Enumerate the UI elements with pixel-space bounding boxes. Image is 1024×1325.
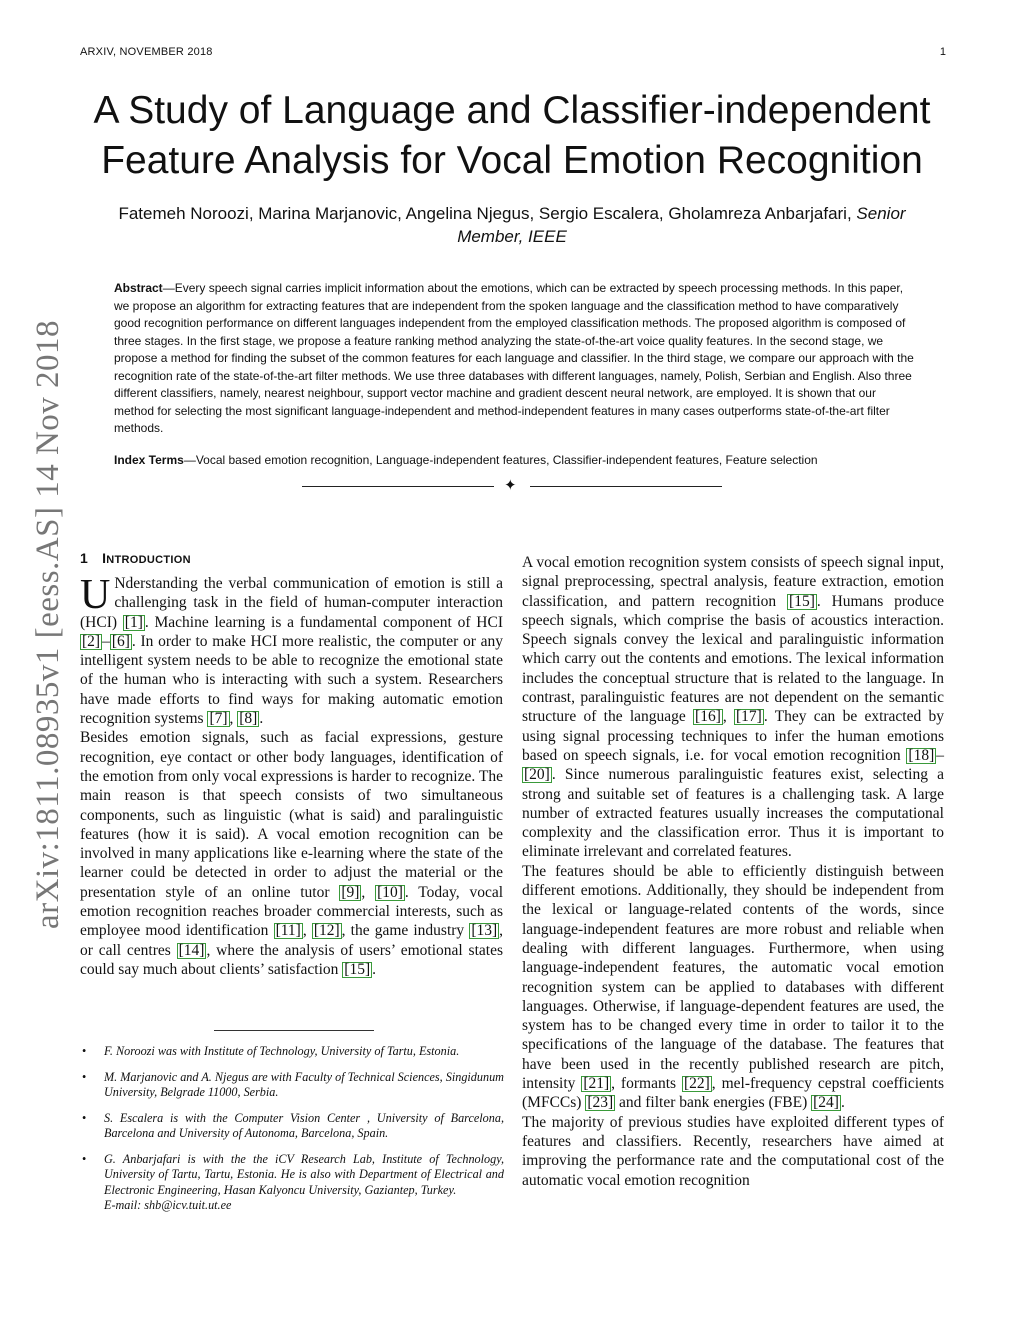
text-span: , the game industry — [341, 922, 470, 940]
footnote-item — [80, 1111, 504, 1142]
citation-link[interactable]: [6] — [111, 632, 130, 650]
page-number: 1 — [939, 46, 946, 58]
text-span: , where the analysis of users’ emotional states could say much about clients’ satisfaction — [80, 941, 503, 978]
index-terms-label: Index Terms — [114, 453, 184, 467]
separator-line-left — [302, 486, 494, 487]
separator-line-right — [530, 486, 722, 487]
text-span: . Humans produce speech signals, which comprise the basis of acoustics interaction. Speech signals convey the lexical and paralinguistic information which carry out the contents and emotions. The lexical information includes the conceptual structure that is related to the language. In contrast, paralinguistic features are not dependent on the semantic structure of the language — [522, 592, 944, 726]
citation-link[interactable]: [15] — [789, 592, 815, 610]
text-span: The features should be able to efficiently distinguish between different emotions. Additionally, they should be independent from the lexical or language-related contents of the words, since language-independent features are more robust and reliable when dealing with different languages. Furthermore, when using language-independent features, the automatic vocal emotion recognition system can be applied to databases with different languages. Otherwise, if language-dependent features are used, the system has to be changed every time in order to tailor it to the specifications of the language of the database. The features that have been used in the recently published research are pitch, intensity — [522, 862, 944, 1093]
intro-paragraph-3 — [522, 553, 944, 862]
bullet-icon: • — [82, 1044, 87, 1058]
abstract — [114, 280, 914, 438]
text-span: – — [936, 746, 944, 764]
section-heading-introduction — [80, 548, 503, 568]
section-separator — [302, 478, 722, 494]
text-span: . — [372, 960, 376, 978]
citation-link[interactable]: [24] — [813, 1094, 839, 1112]
drop-cap: U — [80, 572, 111, 618]
author-names: Fatemeh Noroozi, Marina Marjanovic, Angelina Njegus, Sergio Escalera, Gholamreza Anbarjafari, — [118, 204, 852, 223]
text-span: . — [259, 710, 264, 728]
text-span: . In order to make HCI more realistic, the computer or any intelligent system needs to be able to recognize the emotional state of the human who is interacting with such a system. Researchers have made efforts to find ways for making automatic emotion recognition systems — [80, 632, 503, 728]
paper-title: A Study of Language and Classifier-independent Feature Analysis for Vocal Emotion Recognition — [93, 89, 931, 182]
text-span: , — [361, 883, 376, 901]
footnote-item — [80, 1152, 504, 1214]
citation-link[interactable]: [7] — [209, 710, 228, 728]
footnote-text: M. Marjanovic and A. Njegus are with Faculty of Technical Sciences, Singidunum University, Belgrade 11000, Serbia. — [104, 1069, 504, 1099]
abstract-label: Abstract — [114, 281, 163, 295]
citation-link[interactable]: [21] — [583, 1075, 610, 1093]
citation-link[interactable]: [22] — [683, 1075, 710, 1093]
abstract-text: —Every speech signal carries implicit information about the emotions, which can be extracted by speech processing methods. In this paper, we propose an algorithm for extracting features that are independent from the spoken language and the classification method to have comparatively good recognition performance on different languages independent from the employed classification methods. The proposed algorithm is composed of three stages. In the first stage, we propose a feature ranking method analyzing the state-of-the-art voice quality features. In the second stage, we propose a method for finding the subset of the common features for each language and classifier. In the third stage, we compare our approach with the recognition rate of the state-of-the-art filter methods. We use three databases with different languages, namely, Polish, Serbian and English. Also three different classifiers, namely, nearest neighbour, support vector machine and gradient descent neural network, are employed. It is shown that our method for selecting the most significant language-independent and method-independent features in many cases outperforms state-of-the-art filter methods. — [114, 281, 914, 435]
citation-link[interactable]: [12] — [313, 922, 340, 940]
footnote-item — [80, 1044, 504, 1060]
intro-paragraph-5: The majority of previous studies have exploited different types of features and classifiers. Recently, researchers have aimed at improving the performance rate and the computational cost of the automatic vocal emotion recognition — [522, 1113, 944, 1189]
footnote-item — [80, 1070, 504, 1101]
section-number: 1 — [80, 550, 89, 566]
citation-link[interactable]: [14] — [178, 941, 205, 959]
affiliation-footnotes — [80, 1044, 504, 1224]
text-span: Besides emotion signals, such as facial expressions, gesture recognition, eye contact or other body languages, identification of the emotion from only vocal expressions is harder to recognize. The main reason is that speech consists of two simultaneous components, such as linguistic (what is said) and paralinguistic features (how it is said). A vocal emotion recognition can be involved in many applications like e-learning where the state of the learner could be detected in order to adjust the material or the presentation style of an online tutor — [80, 729, 503, 901]
text-span: . They can be extracted by using signal processing techniques to infer the human emotions based on speech signals, i.e. for vocal emotion recognition — [522, 708, 944, 764]
citation-link[interactable]: [15] — [344, 960, 371, 978]
citation-link[interactable]: [17] — [736, 708, 762, 726]
left-column — [80, 548, 503, 979]
text-span: , — [229, 710, 238, 728]
citation-link[interactable]: [20] — [524, 766, 550, 784]
index-terms-text: —Vocal based emotion recognition, Language-independent features, Classifier-independent features, Feature selection — [183, 453, 818, 467]
intro-paragraph-1 — [80, 574, 503, 728]
citation-link[interactable]: [1] — [124, 613, 143, 631]
text-span: . Machine learning is a fundamental component of HCI — [144, 613, 503, 631]
text-span: Nderstanding the verbal communication of emotion is still a challenging task in the field of human-computer interaction (HCI) — [80, 575, 503, 631]
citation-link[interactable]: [16] — [695, 708, 721, 726]
text-span: , formants — [611, 1075, 682, 1093]
footnote-text: S. Escalera is with the Computer Vision Center , University of Barcelona, Barcelona and University of Autonoma, Barcelona, Spain. — [104, 1110, 504, 1140]
text-span: – — [102, 632, 110, 650]
bullet-icon: • — [82, 1110, 87, 1125]
separator-diamond-icon: ✦ — [504, 478, 517, 494]
bullet-icon: • — [82, 1069, 87, 1084]
citation-link[interactable]: [2] — [82, 632, 101, 650]
running-head: ARXIV, NOVEMBER 2018 — [80, 46, 213, 58]
footnote-email[interactable]: E-mail: shb@icv.tuit.ut.ee — [104, 1198, 232, 1212]
section-title-initial: I — [102, 550, 107, 566]
right-column — [522, 553, 944, 1190]
citation-link[interactable]: [8] — [239, 710, 258, 728]
bullet-icon: • — [82, 1151, 87, 1166]
author-membership: Senior Member, IEEE — [457, 204, 906, 246]
arxiv-side-stamp: arXiv:1811.08935v1 [eess.AS] 14 Nov 2018 — [30, 319, 66, 929]
citation-link[interactable]: [11] — [275, 922, 301, 940]
footnote-rule — [214, 1030, 374, 1031]
text-span: , — [722, 708, 735, 726]
citation-link[interactable]: [23] — [587, 1094, 614, 1112]
intro-paragraph-2 — [80, 728, 503, 979]
citation-link[interactable]: [10] — [377, 883, 403, 901]
index-terms — [114, 452, 914, 469]
author-list — [100, 202, 924, 248]
section-title-rest: NTRODUCTION — [106, 554, 191, 566]
citation-link[interactable]: [13] — [471, 922, 498, 940]
text-span: A vocal emotion recognition system consists of speech signal input, signal preprocessing, spectral analysis, feature extraction, emotion classification, and pattern recognition — [522, 554, 944, 610]
text-span: , mel-frequency cepstral coefficients (MFCCs) — [522, 1075, 944, 1112]
text-span: and filter bank energies (FBE) — [615, 1094, 812, 1112]
text-span: , — [302, 922, 312, 940]
footnote-text: G. Anbarjafari is with the the iCV Research Lab, Institute of Technology, University of Tartu, Tartu, Estonia. He is also with Department of Electrical and Electronic Engineering, Hasan Kalyoncu University, Gaziantep, Turkey. — [104, 1151, 504, 1197]
citation-link[interactable]: [18] — [908, 746, 935, 764]
text-span: . Since numerous paralinguistic features exist, selecting a strong and suitable set of features is a challenging task. A large number of extracted features usually increases the computational complexity and the classification error. Thus it is important to eliminate irrelevant and correlated features. — [522, 766, 944, 861]
text-span: . Today, vocal emotion recognition reaches broader commercial interests, such as employee mood identification — [80, 883, 504, 940]
footnote-text: F. Noroozi was with Institute of Technology, University of Tartu, Estonia. — [104, 1044, 460, 1058]
text-span: , or call centres — [80, 922, 504, 959]
intro-paragraph-4 — [522, 862, 944, 1113]
text-span: . — [840, 1094, 845, 1112]
citation-link[interactable]: [9] — [341, 883, 360, 901]
